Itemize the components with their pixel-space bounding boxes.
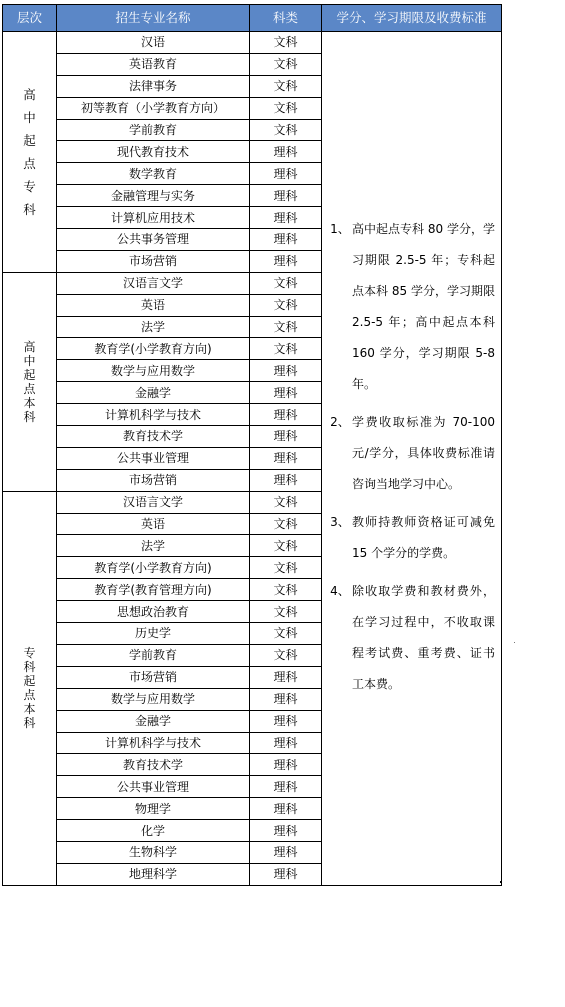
subject-cell: 理科 [250, 688, 322, 710]
note-item [328, 407, 495, 500]
subject-cell: 理科 [250, 141, 322, 163]
major-cell: 计算机科学与技术 [57, 732, 250, 754]
note-text: 教师持教师资格证可减免 15 个学分的学费。 [352, 514, 495, 560]
note-item [328, 507, 495, 569]
major-cell: 计算机应用技术 [57, 207, 250, 229]
note-item [328, 576, 495, 700]
subject-cell: 文科 [250, 338, 322, 360]
major-cell: 学前教育 [57, 119, 250, 141]
level-cell [3, 32, 57, 273]
subject-cell: 文科 [250, 535, 322, 557]
subject-cell: 文科 [250, 316, 322, 338]
major-cell: 生物科学 [57, 841, 250, 863]
major-cell: 教育技术学 [57, 754, 250, 776]
major-cell: 公共事业管理 [57, 447, 250, 469]
major-cell: 学前教育 [57, 644, 250, 666]
subject-cell: 理科 [250, 863, 322, 885]
subject-cell: 文科 [250, 513, 322, 535]
major-cell: 金融管理与实务 [57, 185, 250, 207]
major-cell: 市场营销 [57, 250, 250, 272]
major-cell: 数学教育 [57, 163, 250, 185]
header-level: 层次 [3, 5, 57, 32]
major-cell: 汉语言文学 [57, 272, 250, 294]
major-cell: 教育技术学 [57, 426, 250, 448]
major-cell: 现代教育技术 [57, 141, 250, 163]
level-cell [3, 272, 57, 491]
admission-table [2, 4, 502, 886]
subject-cell: 文科 [250, 272, 322, 294]
header-row [3, 5, 502, 32]
major-cell: 法学 [57, 535, 250, 557]
level-cell [3, 491, 57, 885]
note-text: 高中起点专科 80 学分，学习期限 2.5-5 年；专科起点本科 85 学分，学习期限 2.5-5 年；高中起点本科 160 学分，学习期限 5-8 年。 [352, 221, 495, 391]
header-major: 招生专业名称 [57, 5, 250, 32]
subject-cell: 理科 [250, 207, 322, 229]
note-number: 1、 [330, 221, 350, 236]
major-cell: 法学 [57, 316, 250, 338]
notes-cell [322, 32, 502, 886]
note-item [328, 214, 495, 400]
major-cell: 汉语言文学 [57, 491, 250, 513]
subject-cell: 理科 [250, 447, 322, 469]
major-cell: 地理科学 [57, 863, 250, 885]
note-number: 3、 [330, 514, 350, 529]
subject-cell: 文科 [250, 294, 322, 316]
stray-dot [514, 642, 515, 643]
note-text: 学费收取标准为 70-100 元/学分，具体收费标准请咨询当地学习中心。 [352, 414, 495, 491]
major-cell: 教育学(小学教育方向) [57, 338, 250, 360]
subject-cell: 理科 [250, 229, 322, 251]
table-row [3, 32, 502, 54]
subject-cell: 文科 [250, 491, 322, 513]
subject-cell: 理科 [250, 382, 322, 404]
subject-cell: 理科 [250, 185, 322, 207]
major-cell: 公共事业管理 [57, 776, 250, 798]
major-cell: 化学 [57, 820, 250, 842]
major-cell: 英语 [57, 513, 250, 535]
major-cell: 数学与应用数学 [57, 688, 250, 710]
subject-cell: 理科 [250, 426, 322, 448]
subject-cell: 理科 [250, 404, 322, 426]
level-label: 专科起点本科 [23, 646, 36, 731]
subject-cell: 理科 [250, 666, 322, 688]
major-cell: 计算机科学与技术 [57, 404, 250, 426]
major-cell: 金融学 [57, 382, 250, 404]
major-cell: 金融学 [57, 710, 250, 732]
major-cell: 思想政治教育 [57, 601, 250, 623]
major-cell: 物理学 [57, 798, 250, 820]
major-cell: 汉语 [57, 32, 250, 54]
subject-cell: 理科 [250, 841, 322, 863]
subject-cell: 理科 [250, 732, 322, 754]
subject-cell: 文科 [250, 623, 322, 645]
major-cell: 数学与应用数学 [57, 360, 250, 382]
level-label: 高中起点专科 [23, 86, 36, 217]
table-body [3, 32, 502, 886]
header-subject: 科类 [250, 5, 322, 32]
subject-cell: 文科 [250, 579, 322, 601]
major-cell: 市场营销 [57, 666, 250, 688]
subject-cell: 文科 [250, 601, 322, 623]
subject-cell: 理科 [250, 820, 322, 842]
subject-cell: 理科 [250, 250, 322, 272]
subject-cell: 理科 [250, 798, 322, 820]
subject-cell: 文科 [250, 32, 322, 54]
subject-cell: 文科 [250, 119, 322, 141]
subject-cell: 文科 [250, 75, 322, 97]
major-cell: 初等教育（小学教育方向） [57, 97, 250, 119]
major-cell: 英语教育 [57, 53, 250, 75]
major-cell: 市场营销 [57, 469, 250, 491]
major-cell: 法律事务 [57, 75, 250, 97]
major-cell: 英语 [57, 294, 250, 316]
subject-cell: 理科 [250, 710, 322, 732]
major-cell: 教育学(教育管理方向) [57, 579, 250, 601]
subject-cell: 文科 [250, 644, 322, 666]
corner-mark [500, 881, 502, 883]
note-number: 4、 [330, 583, 350, 598]
major-cell: 公共事务管理 [57, 229, 250, 251]
subject-cell: 理科 [250, 776, 322, 798]
header-notes: 学分、学习期限及收费标准 [322, 5, 502, 32]
subject-cell: 理科 [250, 360, 322, 382]
subject-cell: 文科 [250, 53, 322, 75]
subject-cell: 理科 [250, 469, 322, 491]
subject-cell: 文科 [250, 557, 322, 579]
major-cell: 历史学 [57, 623, 250, 645]
subject-cell: 理科 [250, 754, 322, 776]
subject-cell: 理科 [250, 163, 322, 185]
note-text: 除收取学费和教材费外，在学习过程中，不收取课程考试费、重考费、证书工本费。 [352, 583, 495, 691]
major-cell: 教育学(小学教育方向) [57, 557, 250, 579]
level-label: 高中起点本科 [23, 339, 36, 424]
subject-cell: 文科 [250, 97, 322, 119]
note-number: 2、 [330, 414, 350, 429]
